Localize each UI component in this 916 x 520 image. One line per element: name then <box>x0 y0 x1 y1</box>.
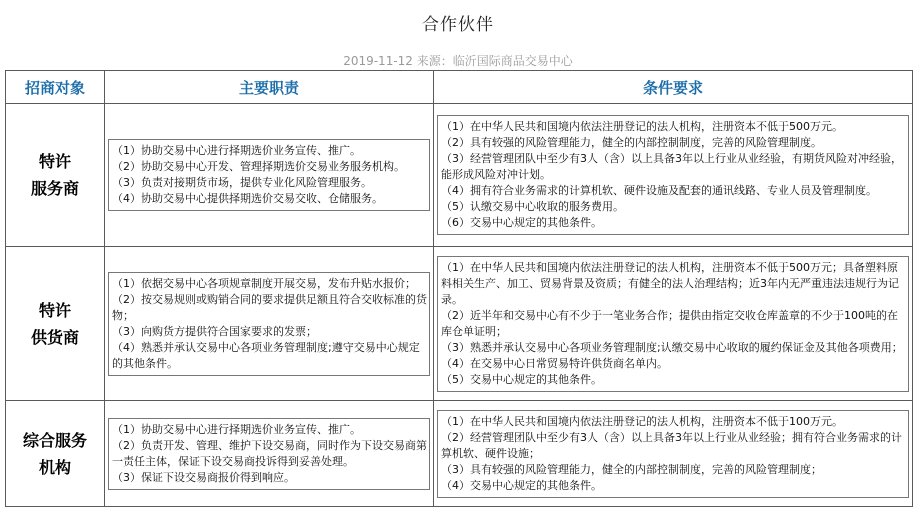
duties-box <box>108 272 430 376</box>
role-cell <box>6 247 105 401</box>
requirements-cell <box>434 247 913 401</box>
role-cell <box>6 401 105 507</box>
role-cell <box>6 104 105 247</box>
requirement-item: （2）经营管理团队中至少有3人（含）以上具备3年以上行业从业经验；拥有符合业务需求的计算机软、硬件设施； <box>441 430 902 460</box>
duties-cell <box>105 401 434 507</box>
duty-item: （2）按交易规则或购销合同的要求提供足额且符合交收标准的货物； <box>112 292 427 322</box>
requirement-item: （4）交易中心规定的其他条件。 <box>441 478 602 492</box>
role-name: 特许 <box>38 300 71 320</box>
role-name: 供货商 <box>30 327 79 347</box>
duty-item: （1）协助交易中心进行择期选价业务宣传、推广。 <box>112 422 361 436</box>
duty-item: （4）熟悉并承认交易中心各项业务管理制度;遵守交易中心规定的其他条件。 <box>112 340 420 370</box>
requirements-cell <box>434 401 913 507</box>
requirement-item: （3）具有较强的风险管理能力，健全的内部控制制度，完善的风险管理制度； <box>441 462 822 476</box>
duty-item: （2）负责开发、管理、维护下设交易商，同时作为下设交易商第一责任主体，保证下设交易商投诉得到妥善处理。 <box>112 438 427 468</box>
requirements-box <box>437 115 909 235</box>
role-name: 服务商 <box>30 179 79 198</box>
source-name: 临沂国际商品交易中心 <box>452 54 573 68</box>
requirement-item: （2）具有较强的风险管理能力，健全的内部控制制度，完善的风险管理制度。 <box>441 136 822 149</box>
role-name: 机构 <box>38 457 71 477</box>
requirement-item: （6）交易中心规定的其他条件。 <box>441 216 602 229</box>
header-target: 招商对象 <box>6 71 105 104</box>
source-prefix: 来源： <box>416 54 453 68</box>
requirements-box <box>437 410 909 498</box>
requirement-item: （5）交易中心规定的其他条件。 <box>441 372 602 386</box>
requirements-cell <box>434 104 913 247</box>
requirement-item: （4）在交易中心日常贸易特许供货商名单内。 <box>441 356 668 370</box>
requirement-item: （1）在中华人民共和国境内依法注册登记的法人机构，注册资本不低于100万元。 <box>441 414 843 428</box>
table-row <box>6 247 913 401</box>
duty-item: （2）协助交易中心开发、管理择期选价交易业务服务机构。 <box>112 160 405 173</box>
requirement-item: （1）在中华人民共和国境内依法注册登记的法人机构，注册资本不低于500万元；具备塑料原料相关生产、加工、贸易背景及资质；有健全的法人治理结构；近3年内无严重违法违规行为记录。 <box>441 260 899 306</box>
article-meta <box>0 52 916 69</box>
requirement-item: （5）认缴交易中心收取的服务费用。 <box>441 200 624 213</box>
header-requirements: 条件要求 <box>434 71 913 104</box>
requirement-item: （3）熟悉并承认交易中心各项业务管理制度;认缴交易中心收取的履约保证金及其他各项费用； <box>441 340 903 354</box>
duty-item: （1）协助交易中心进行择期选价业务宣传、推广。 <box>112 144 361 157</box>
requirement-item: （4）拥有符合业务需求的计算机软、硬件设施及配套的通讯线路、专业人员及管理制度。 <box>441 184 877 197</box>
duties-box <box>108 139 430 211</box>
requirements-box <box>437 256 909 392</box>
duty-item: （3）保证下设交易商报价得到响应。 <box>112 470 295 484</box>
role-name: 特许 <box>38 152 71 171</box>
page-title: 合作伙伴 <box>422 15 494 35</box>
header-duties: 主要职责 <box>105 71 434 104</box>
table-header-row <box>6 71 913 104</box>
duty-item: （4）协助交易中心提供择期选价交易交收、仓储服务。 <box>112 192 383 205</box>
duties-cell <box>105 247 434 401</box>
requirement-item: （2）近半年和交易中心有不少于一笔业务合作；提供由指定交收仓库盖章的不少于100吨的在库仓单证明； <box>441 308 898 338</box>
duties-box <box>108 418 430 490</box>
duty-item: （1）依据交易中心各项规章制度开展交易，发布升贴水报价； <box>112 276 416 290</box>
publish-date: 2019-11-12 <box>343 54 413 68</box>
table-row <box>6 104 913 247</box>
partner-table <box>5 70 913 507</box>
requirement-item: （1）在中华人民共和国境内依法注册登记的法人机构，注册资本不低于500万元。 <box>441 120 843 133</box>
table-row <box>6 401 913 507</box>
duty-item: （3）负责对接期货市场，提供专业化风险管理服务。 <box>112 176 372 189</box>
duties-cell <box>105 104 434 247</box>
duty-item: （3）向购货方提供符合国家要求的发票； <box>112 324 317 338</box>
role-name: 综合服务 <box>22 430 87 450</box>
requirement-item: （3）经营管理团队中至少有3人（含）以上具备3年以上行业从业经验，有期货风险对冲经验，能形成风险对冲计划。 <box>441 152 902 181</box>
